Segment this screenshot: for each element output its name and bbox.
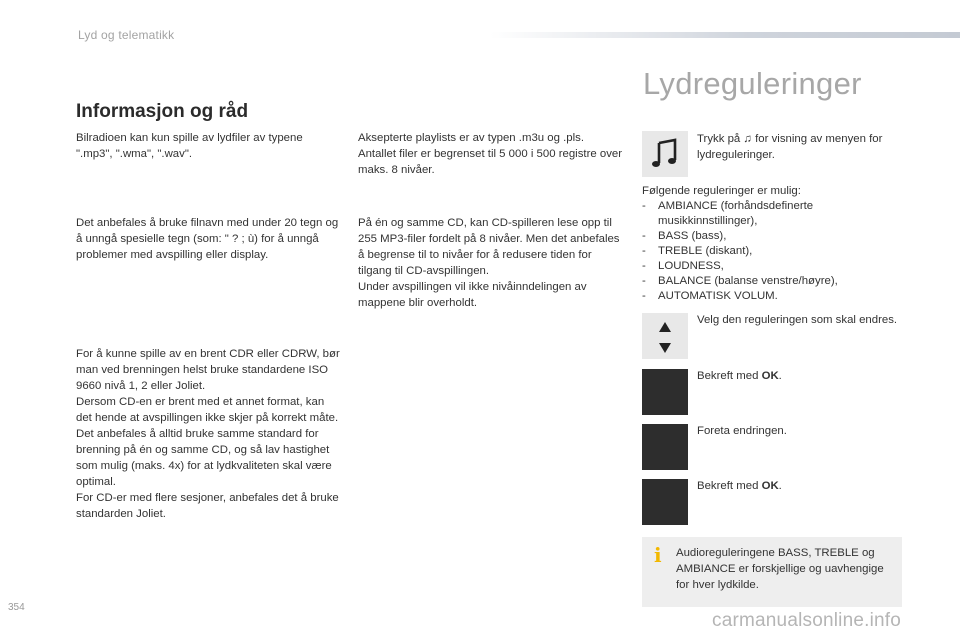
- header-divider: [490, 32, 960, 38]
- paragraph-file-types: Bilradioen kan kun spille av lydfiler av typene ".mp3", ".wma", ".wav".: [76, 132, 303, 160]
- step-confirm-2: Bekreft med OK.: [697, 480, 782, 492]
- paragraph-mp3-levels: På én og samme CD, kan CD-spilleren lese opp til 255 MP3-filer fordelt på 8 nivåer. Men det anbefales å begrense til to nivåer for å redusere tiden for tilgang til CD-avspillingen. Under avspillingen vil ikke nivåinndelingen av mappene blir overholdt.: [358, 217, 620, 309]
- paragraph-cd-burning: For å kunne spille av en brent CDR eller CDRW, bør man ved brenningen helst bruke standardene ISO 9660 nivå 1, 2 eller Joliet. Dersom CD-en er brent med et annet format, kan det hende at avspillingen ikke skjer på korrekt måte. Det anbefales å alltid bruke samme standard for brenning på én og samme CD, og så lav hastighet som mulig (maks. 4x) for at lydkvaliteten skal være optimal. For CD-er med flere sesjoner, anbefales det å bruke standarden Joliet.: [76, 348, 340, 520]
- info-note: [642, 537, 902, 607]
- intro-text-start: Trykk på: [697, 133, 741, 145]
- music-note-inline-icon: ♫: [743, 133, 752, 145]
- list-item: - AUTOMATISK VOLUM.: [642, 290, 778, 302]
- list-item: - AMBIANCE (forhåndsdefinerte musikkinnstillinger),: [642, 200, 814, 227]
- ok-button-2[interactable]: [642, 479, 688, 525]
- music-button[interactable]: [642, 131, 688, 177]
- ok-button[interactable]: [642, 369, 688, 415]
- step-select-setting: Velg den reguleringen som skal endres.: [697, 314, 898, 326]
- list-item: - BALANCE (balanse venstre/høyre),: [642, 275, 838, 287]
- paragraph-file-names: Det anbefales å bruke filnavn med under 20 tegn og å unngå spesielle tegn (som: " ? ; ù) for å unngå problemer med avspilling eller display.: [76, 217, 339, 261]
- list-item: - TREBLE (diskant),: [642, 245, 753, 257]
- step-make-change: Foreta endringen.: [697, 425, 787, 437]
- step-confirm-1: Bekreft med OK.: [697, 370, 782, 382]
- watermark: carmanualsonline.info: [712, 610, 902, 631]
- list-item: - BASS (bass),: [642, 230, 727, 242]
- settings-list-title: Følgende reguleringer er mulig:: [642, 185, 801, 197]
- section-title: Lydreguleringer: [643, 66, 862, 101]
- intro-text-end: for visning av menyen for lydreguleringer.: [697, 133, 883, 161]
- settings-list: [642, 184, 912, 304]
- up-down-buttons[interactable]: [642, 313, 688, 359]
- info-note-text: Audioreguleringene BASS, TREBLE og AMBIANCE er forskjellige og uavhengige for hver lydkilde.: [676, 547, 884, 591]
- up-down-arrows-icon: [642, 313, 688, 359]
- list-item: - LOUDNESS,: [642, 260, 724, 272]
- page-number: 354: [8, 602, 25, 613]
- info-heading: Informasjon og råd: [76, 101, 249, 122]
- adjust-button[interactable]: [642, 424, 688, 470]
- running-header: Lyd og telematikk: [78, 28, 175, 42]
- paragraph-playlists: Aksepterte playlists er av typen .m3u og .pls. Antallet filer er begrenset til 5 000 i 500 registre over maks. 8 nivåer.: [358, 132, 623, 176]
- info-icon: i: [654, 543, 662, 567]
- audio-menu-instruction: [697, 131, 907, 163]
- music-note-icon: [642, 131, 688, 177]
